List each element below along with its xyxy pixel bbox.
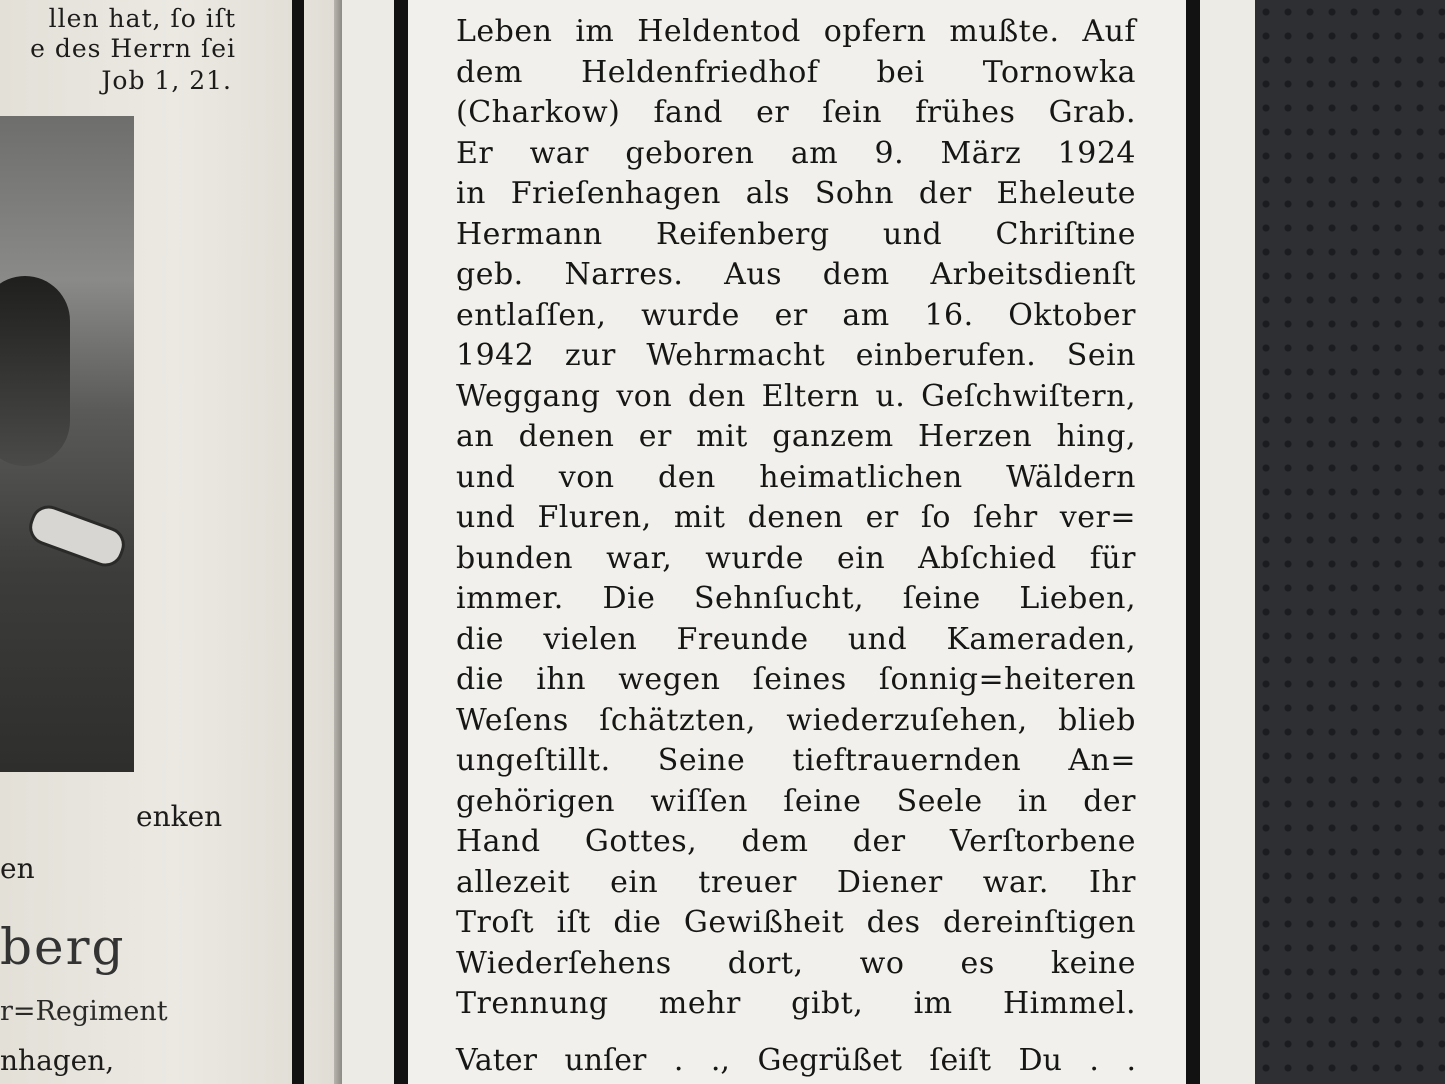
text-line: immer. Die Sehnſucht, ſeine Lieben, <box>456 581 1136 616</box>
text-line: und Fluren, mit denen er ſo ſehr ver= <box>456 500 1136 535</box>
text-line: die ihn wegen ſeines ſonnig=heiteren <box>456 662 1136 697</box>
caption-line: en <box>0 852 35 885</box>
text-line: die vielen Freunde und Kameraden, <box>456 621 1136 657</box>
card-gap <box>292 0 342 1084</box>
left-card-border <box>292 0 304 1084</box>
caption-line: enken <box>136 800 223 833</box>
text-line: Weſens ſchätzten, wiederzuſehen, blieb <box>456 702 1136 738</box>
prayer-line: Vater unſer . ., Gegrüßet ſeiſt Du . . <box>456 1043 1136 1078</box>
text-line: Hand Gottes, dem der Verſtorbene <box>456 824 1136 859</box>
text-line: Leben im Heldentod opfern mußte. Auf <box>456 14 1136 49</box>
text-line: in Frieſenhagen als Sohn der Eheleute <box>456 176 1136 211</box>
text-line: Weggang von den Eltern u. Geſchwiſtern, <box>456 378 1136 414</box>
caption-line: nhagen, <box>0 1044 115 1077</box>
text-line: entlaſſen, wurde er am 16. Oktober <box>456 297 1136 333</box>
text-line: dem Heldenfriedhof bei Tornowka <box>456 54 1136 90</box>
left-card <box>0 0 292 1084</box>
verse-line: llen hat, ſo iſt <box>48 4 236 33</box>
text-line: und von den heimatlichen Wäldern <box>456 459 1136 495</box>
caption-line: r=Regiment <box>0 996 168 1027</box>
uniform-collar <box>24 500 130 571</box>
verse-reference: Job 1, 21. <box>101 66 232 95</box>
text-line: geb. Narres. Aus dem Arbeitsdienſt <box>456 257 1136 292</box>
card-shadow <box>334 0 342 1084</box>
portrait-figure <box>0 276 70 466</box>
text-line: Hermann Reifenberg und Chriſtine <box>456 216 1136 252</box>
obituary-text <box>456 12 1136 1025</box>
text-line: allezeit ein treuer Diener war. Ihr <box>456 864 1136 900</box>
deceased-name: berg <box>0 918 126 976</box>
text-line: Wiederſehens dort, wo es keine <box>456 945 1136 981</box>
text-line: an denen er mit ganzem Herzen hing, <box>456 419 1136 454</box>
background-texture <box>1255 0 1445 1084</box>
text-line: Er war geboren am 9. März 1924 <box>456 135 1136 171</box>
portrait-photo <box>0 116 134 772</box>
text-line: ungeſtillt. Seine tieftrauernden An= <box>456 743 1136 778</box>
verse-line: e des Herrn ſei <box>30 34 236 63</box>
text-line: 1942 zur Wehrmacht einberufen. Sein <box>456 338 1136 373</box>
text-line: (Charkow) fand er ſein frühes Grab. <box>456 95 1136 130</box>
text-line: Troſt iſt die Gewißheit des dereinſtigen <box>456 905 1136 940</box>
text-line: bunden war, wurde ein Abſchied für <box>456 540 1136 576</box>
text-line: Trennung mehr gibt, im Himmel. <box>456 986 1136 1021</box>
text-line: gehörigen wiſſen ſeine Seele in der <box>456 783 1136 819</box>
